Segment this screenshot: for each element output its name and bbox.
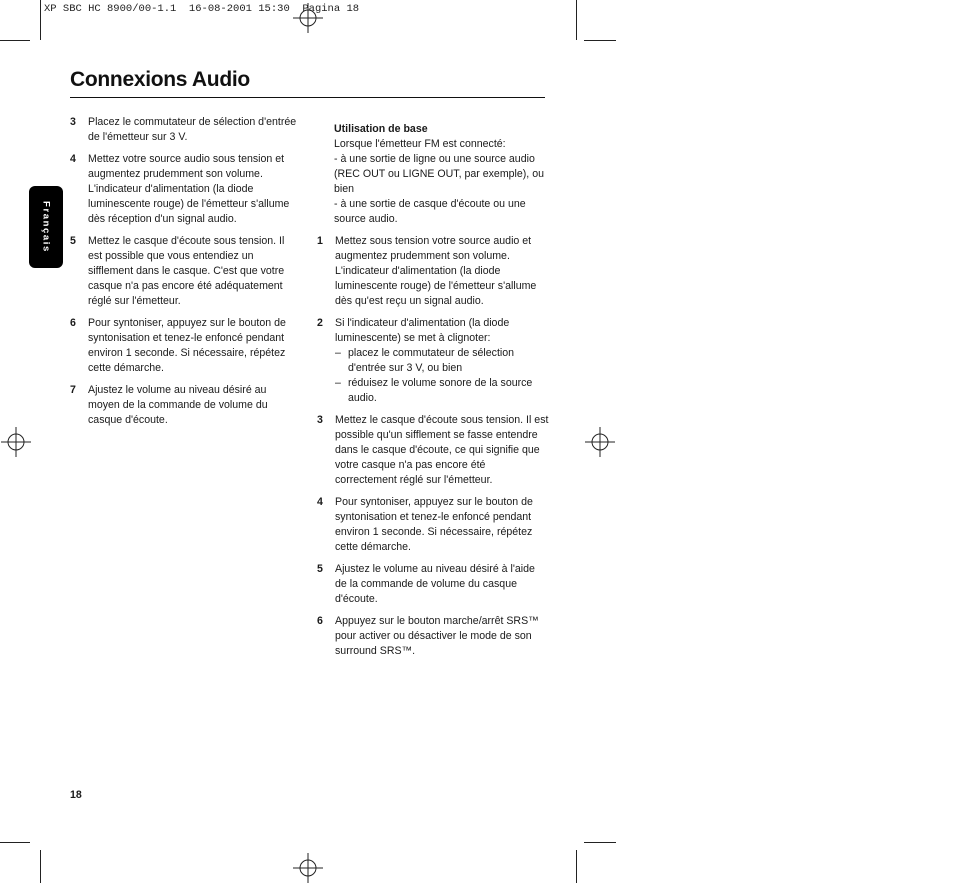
crop-mark-top-right-vertical [576,0,577,40]
step-number: 4 [70,153,76,165]
crop-mark-bottom-left-vertical [40,850,41,883]
language-tab-label: Français [40,201,52,253]
crop-mark-top-left-horizontal [0,40,30,41]
intro-line: - à une sortie de ligne ou une source audio (REC OUT ou LIGNE OUT, par exemple), ou bien [334,153,544,195]
step-number: 3 [70,116,76,128]
step-item [317,614,549,659]
step-item [70,115,300,145]
crop-mark-top-right-horizontal [584,40,616,41]
sub-item-dash: – [335,377,341,389]
step-number: 6 [317,615,323,627]
step-text: Pour syntoniser, appuyez sur le bouton de syntonisation et tenez-le enfoncé pendant environ 1 seconde. Si nécessaire, répétez cette démarche. [88,317,286,374]
crop-mark-bottom-right-vertical [576,850,577,883]
step-number: 4 [317,496,323,508]
sub-item-dash: – [335,347,341,359]
step-number: 7 [70,384,76,396]
step-number: 5 [317,563,323,575]
crop-mark-top-left-vertical [40,0,41,40]
registration-mark-right-icon [585,427,615,457]
registration-mark-left-icon [1,427,31,457]
step-text: Appuyez sur le bouton marche/arrêt SRS™ pour activer ou désactiver le mode de son surround SRS™. [335,615,539,657]
right-column [317,122,549,666]
step-item [317,413,549,488]
step-item [317,316,549,406]
step-item [70,234,300,309]
step-item [70,316,300,376]
language-tab [29,186,63,268]
step-text: Mettez le casque d'écoute sous tension. Il est possible qu'un sifflement se fasse entendre dans le casque d'écoute, ce qui signifie que votre casque n'a pas encore été correctement réglé sur l'émetteur. [335,414,549,486]
intro-line: Lorsque l'émetteur FM est connecté: [334,138,506,150]
step-number: 1 [317,235,323,247]
step-item [70,152,300,227]
page-number: 18 [70,789,82,801]
step-number: 6 [70,317,76,329]
step-text: Mettez votre source audio sous tension et augmentez prudemment son volume. L'indicateur d'alimentation (la diode luminescente rouge) de l'émetteur s'allume dès réception d'un signal audio. [88,153,290,225]
step-text: Ajustez le volume au niveau désiré à l'aide de la commande de volume du casque d'écoute. [335,563,535,605]
step-text: Mettez le casque d'écoute sous tension. Il est possible que vous entendiez un sifflement dans le casque. C'est que votre casque n'a pas encore été adéquatement réglé sur l'émetteur. [88,235,285,307]
step-number: 2 [317,317,323,329]
crop-mark-bottom-left-horizontal [0,842,30,843]
sub-item-text: réduisez le volume sonore de la source audio. [348,377,533,404]
step-text: Placez le commutateur de sélection d'entrée de l'émetteur sur 3 V. [88,116,297,143]
sub-item [335,346,549,376]
sub-item [335,376,549,406]
step-number: 3 [317,414,323,426]
step-text: Mettez sous tension votre source audio et augmentez prudemment son volume. L'indicateur d'alimentation (la diode luminescente rouge) de l'émetteur s'allume dès qu'est reçu un signal audio. [335,235,537,307]
registration-mark-bottom-icon [293,853,323,883]
step-text: Pour syntoniser, appuyez sur le bouton de syntonisation et tenez-le enfoncé pendant environ 1 seconde. Si nécessaire, répétez cette démarche. [335,496,533,553]
intro-line: - à une sortie de casque d'écoute ou une source audio. [334,198,526,225]
page-title: Connexions Audio [70,68,250,91]
step-item [317,234,549,309]
step-item [317,495,549,555]
step-text: Ajustez le volume au niveau désiré au moyen de la commande de volume du casque d'écoute. [88,384,268,426]
basic-use-intro [334,122,549,227]
step-item [317,562,549,607]
sub-item-text: placez le commutateur de sélection d'entrée sur 3 V, ou bien [348,347,515,374]
step-number: 5 [70,235,76,247]
printer-slug: XP SBC HC 8900/00-1.1 16-08-2001 15:30 Pagina 18 [44,3,360,15]
step-item [70,383,300,428]
title-rule [70,97,545,98]
crop-mark-bottom-right-horizontal [584,842,616,843]
left-column [70,115,300,435]
section-heading: Utilisation de base [334,123,428,135]
step-text: Si l'indicateur d'alimentation (la diode luminescente) se met à clignoter: [335,317,510,344]
registration-mark-top-icon [293,3,323,33]
